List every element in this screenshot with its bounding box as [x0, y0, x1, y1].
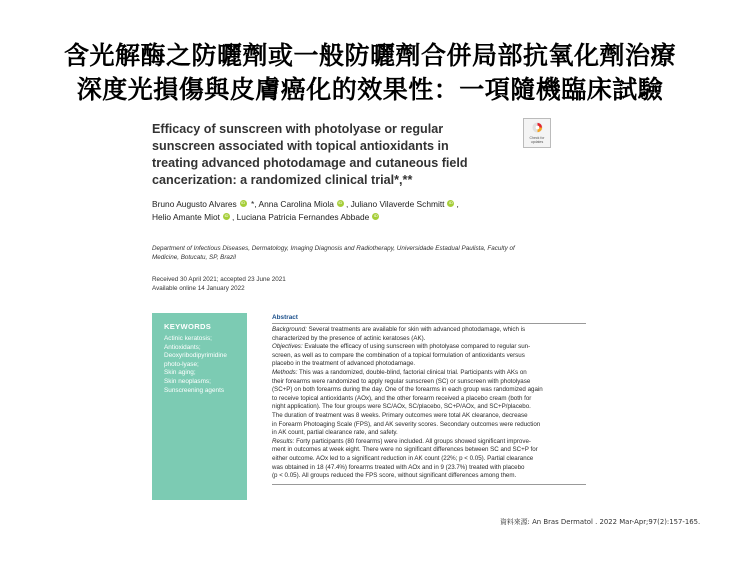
paper-title-line: Efficacy of sunscreen with photolyase or regular	[152, 122, 444, 136]
abstract-text: Several treatments are available for skin with advanced photodamage, which is	[306, 326, 526, 333]
abstract-line	[272, 352, 590, 361]
author-name: *, Anna Carolina Miola	[248, 199, 334, 209]
author-line	[152, 211, 572, 224]
abstract-line	[272, 335, 590, 344]
abstract-text: (p < 0.05). All groups reduced the FPS score, without significant differences among them.	[272, 472, 517, 480]
abstract-line	[272, 421, 590, 430]
keywords-list	[164, 335, 246, 395]
author-list	[152, 198, 572, 224]
received-line: Received 30 April 2021; accepted 23 June 2021	[152, 276, 286, 283]
paper-title-line: sunscreen associated with topical antioxidants in	[152, 139, 449, 153]
check-for-updates-badge[interactable]	[523, 118, 551, 148]
author-name: Bruno Augusto Alvares	[152, 199, 237, 209]
author-line	[152, 198, 572, 211]
keywords-heading: KEYWORDS	[164, 322, 212, 331]
chinese-title-line-1: 含光解酶之防曬劑或一般防曬劑合併局部抗氧化劑治療	[63, 41, 676, 70]
abstract-text: either outcome. AOx led to a significant reduction in AK count (22%; p < 0.05). Partial clearance	[272, 454, 534, 462]
abstract-section	[272, 313, 590, 485]
affiliation	[152, 244, 592, 262]
received-dates	[152, 275, 592, 293]
abstract-section-label: Background:	[272, 326, 307, 333]
keyword-item: Skin aging;	[164, 369, 196, 377]
affiliation-line: Department of Infectious Diseases, Dermatology, Imaging Diagnosis and Radiotherapy, Universidade Estadual Paulista, Faculty of	[152, 245, 515, 252]
author-sep: ,	[456, 199, 459, 209]
orcid-icon[interactable]	[337, 200, 344, 207]
orcid-icon[interactable]	[223, 213, 230, 220]
abstract-section-label: Objectives:	[272, 343, 303, 351]
keyword-item: Antioxidants;	[164, 343, 201, 351]
abstract-line	[272, 455, 590, 464]
available-online-line: Available online 14 January 2022	[152, 285, 245, 292]
abstract-line	[272, 412, 590, 421]
abstract-line	[272, 369, 590, 378]
orcid-icon[interactable]	[240, 200, 247, 207]
paper-title-line: treating advanced photodamage and cutaneous field	[152, 156, 468, 170]
source-citation: 資料來源: An Bras Dermatol . 2022 Mar-Apr;97(2):157-165.	[500, 518, 701, 526]
abstract-line	[272, 343, 590, 352]
abstract-line	[272, 395, 590, 404]
abstract-line	[272, 378, 590, 387]
affiliation-line: Medicine, Botucatu, SP, Brazil	[152, 254, 236, 261]
abstract-top-rule	[272, 323, 586, 324]
abstract-text: characterized by the presence of actinic keratoses (AK).	[272, 334, 426, 342]
paper-title-line: cancerization: a randomized clinical trial*,**	[152, 173, 413, 187]
author-name: Helio Amante Miot	[152, 212, 220, 222]
keyword-item: photo-lyase;	[164, 360, 199, 368]
keywords-panel	[152, 313, 247, 500]
abstract-line	[272, 429, 590, 438]
abstract-text: in AK count, partial clearance rate, and safety.	[272, 429, 398, 437]
abstract-text: Forty participants (80 forearms) were included. All groups showed significant improve-	[294, 437, 531, 445]
abstract-line	[272, 326, 590, 335]
keyword-item: Skin neoplasms;	[164, 377, 211, 385]
keyword-item: Actinic keratosis;	[164, 335, 212, 342]
keyword-item: Deoxyribodipyrimidine	[164, 352, 227, 360]
abstract-line	[272, 438, 590, 447]
abstract-line	[272, 403, 590, 412]
check-updates-icon	[532, 122, 543, 133]
keyword-item: Sunscreening agents	[164, 386, 225, 394]
abstract-text: ment in outcomes at week eight. There were no significant differences between SC and SC+P for	[272, 446, 538, 454]
abstract-text: This was a randomized, double-blind, factorial clinical trial. Participants with AKs on	[297, 368, 527, 376]
author-name: , Juliano Vilaverde Schmitt	[345, 199, 445, 209]
abstract-text: night application). The four groups were SC/AOx, SC/placebo, SC+P/AOx, and SC+P/placebo.	[272, 403, 531, 411]
abstract-text: in Forearm Photoaging Scale (FPS), and AK severity scores. Secondary outcomes were reduction	[272, 420, 541, 428]
abstract-text: to receive topical antioxidants (AOx), and the other forearm received a placebo cream (both for	[272, 394, 532, 402]
abstract-text: (SC+P) on both forearms during the day. One of the forearms in each group was randomized again	[272, 386, 543, 394]
abstract-text: screen, as well as to compare the combination of a topical formulation of antioxidants versus	[272, 351, 525, 359]
abstract-section-label: Results:	[272, 437, 295, 445]
abstract-body	[272, 326, 590, 481]
orcid-icon[interactable]	[372, 213, 379, 220]
abstract-bottom-rule	[272, 484, 586, 485]
orcid-icon[interactable]	[447, 200, 454, 207]
chinese-title-line-2: 深度光損傷與皮膚癌化的效果性：一項隨機臨床試驗	[76, 75, 664, 104]
author-name: , Luciana Patricia Fernandes Abbade	[231, 212, 370, 222]
abstract-text: their forearms were randomized to apply regular sunscreen (SC) or sunscreen with photolyase	[272, 377, 531, 385]
abstract-text: Evaluate the efficacy of using sunscreen with photolyase compared to regular sun-	[302, 343, 531, 351]
abstract-text: The duration of treatment was 8 weeks. Primary outcomes were total AK clearance, decrease	[272, 411, 528, 419]
paper-title	[152, 121, 512, 189]
abstract-line	[272, 464, 590, 473]
abstract-line	[272, 386, 590, 395]
abstract-text: was obtained in 18 (47.4%) forearms treated with AOx and in 9 (23.7%) treated with placebo	[272, 463, 525, 471]
abstract-text: placebo in the treatment of advanced photodamage.	[272, 360, 416, 368]
abstract-line	[272, 446, 590, 455]
abstract-line	[272, 472, 590, 481]
check-badge-label: Check for updates	[529, 136, 545, 144]
abstract-heading: Abstract	[272, 314, 298, 321]
abstract-section-label: Methods:	[272, 368, 298, 376]
abstract-line	[272, 360, 590, 369]
